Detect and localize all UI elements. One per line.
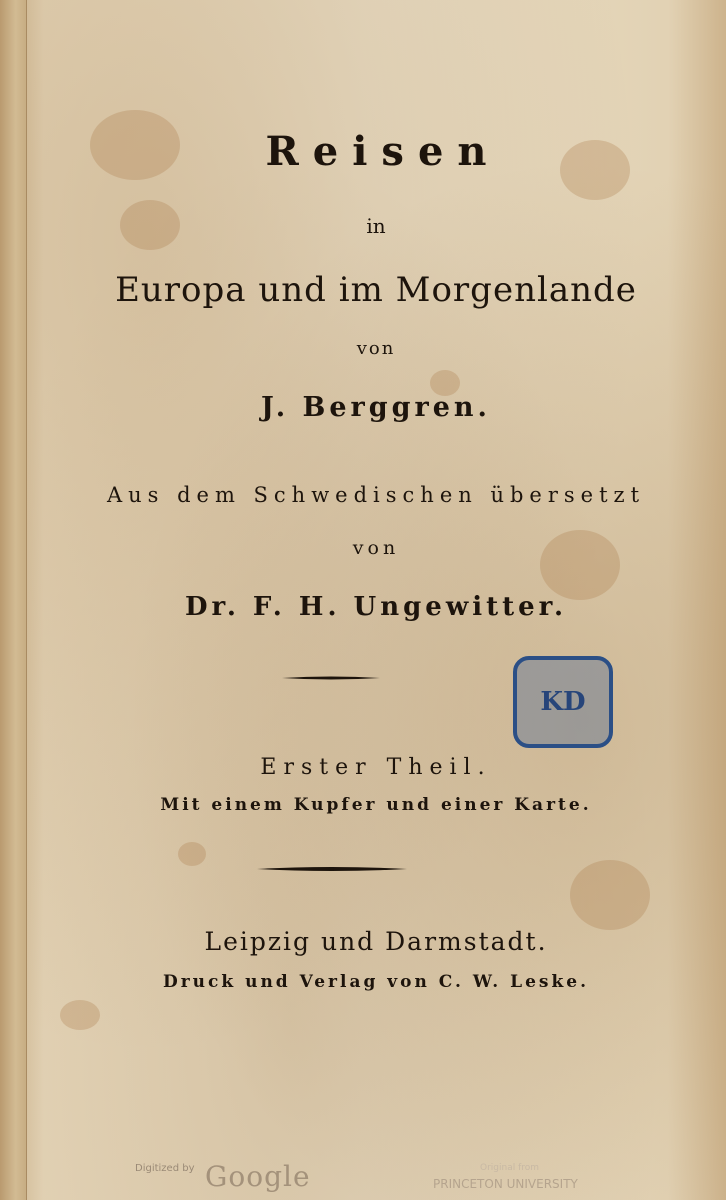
ornamental-rule-double <box>257 865 407 873</box>
book-subtitle: Europa und im Morgenlande <box>115 270 637 310</box>
foxing-spot <box>60 1000 100 1030</box>
publisher-line: Druck und Verlag von C. W. Leske. <box>162 972 589 992</box>
translator-by-label: von <box>352 537 400 559</box>
publication-place: Leipzig und Darmstadt. <box>204 927 548 956</box>
ornamental-rule <box>282 676 380 680</box>
library-stamp <box>513 656 613 748</box>
author-name: J. Berggren. <box>261 392 491 423</box>
university-watermark: PRINCETON UNIVERSITY <box>433 1177 578 1191</box>
book-binding-edge <box>0 0 27 1200</box>
foxing-spot <box>178 842 206 866</box>
translator-name: Dr. F. H. Ungewitter. <box>184 592 568 622</box>
digitized-by-label: Digitized by <box>135 1163 195 1174</box>
translation-note: Aus dem Schwedischen übersetzt <box>106 483 646 507</box>
volume-contents-note: Mit einem Kupfer und einer Karte. <box>160 795 592 815</box>
by-line-label: von <box>356 338 396 359</box>
foxing-spot <box>570 860 650 930</box>
original-from-label: Original from <box>480 1163 540 1173</box>
volume-part: Erster Theil. <box>260 755 492 780</box>
google-watermark: Google <box>205 1160 311 1193</box>
book-title: Reisen <box>265 128 501 175</box>
stamp-monogram: KD <box>540 687 586 717</box>
title-connector: in <box>366 214 386 238</box>
